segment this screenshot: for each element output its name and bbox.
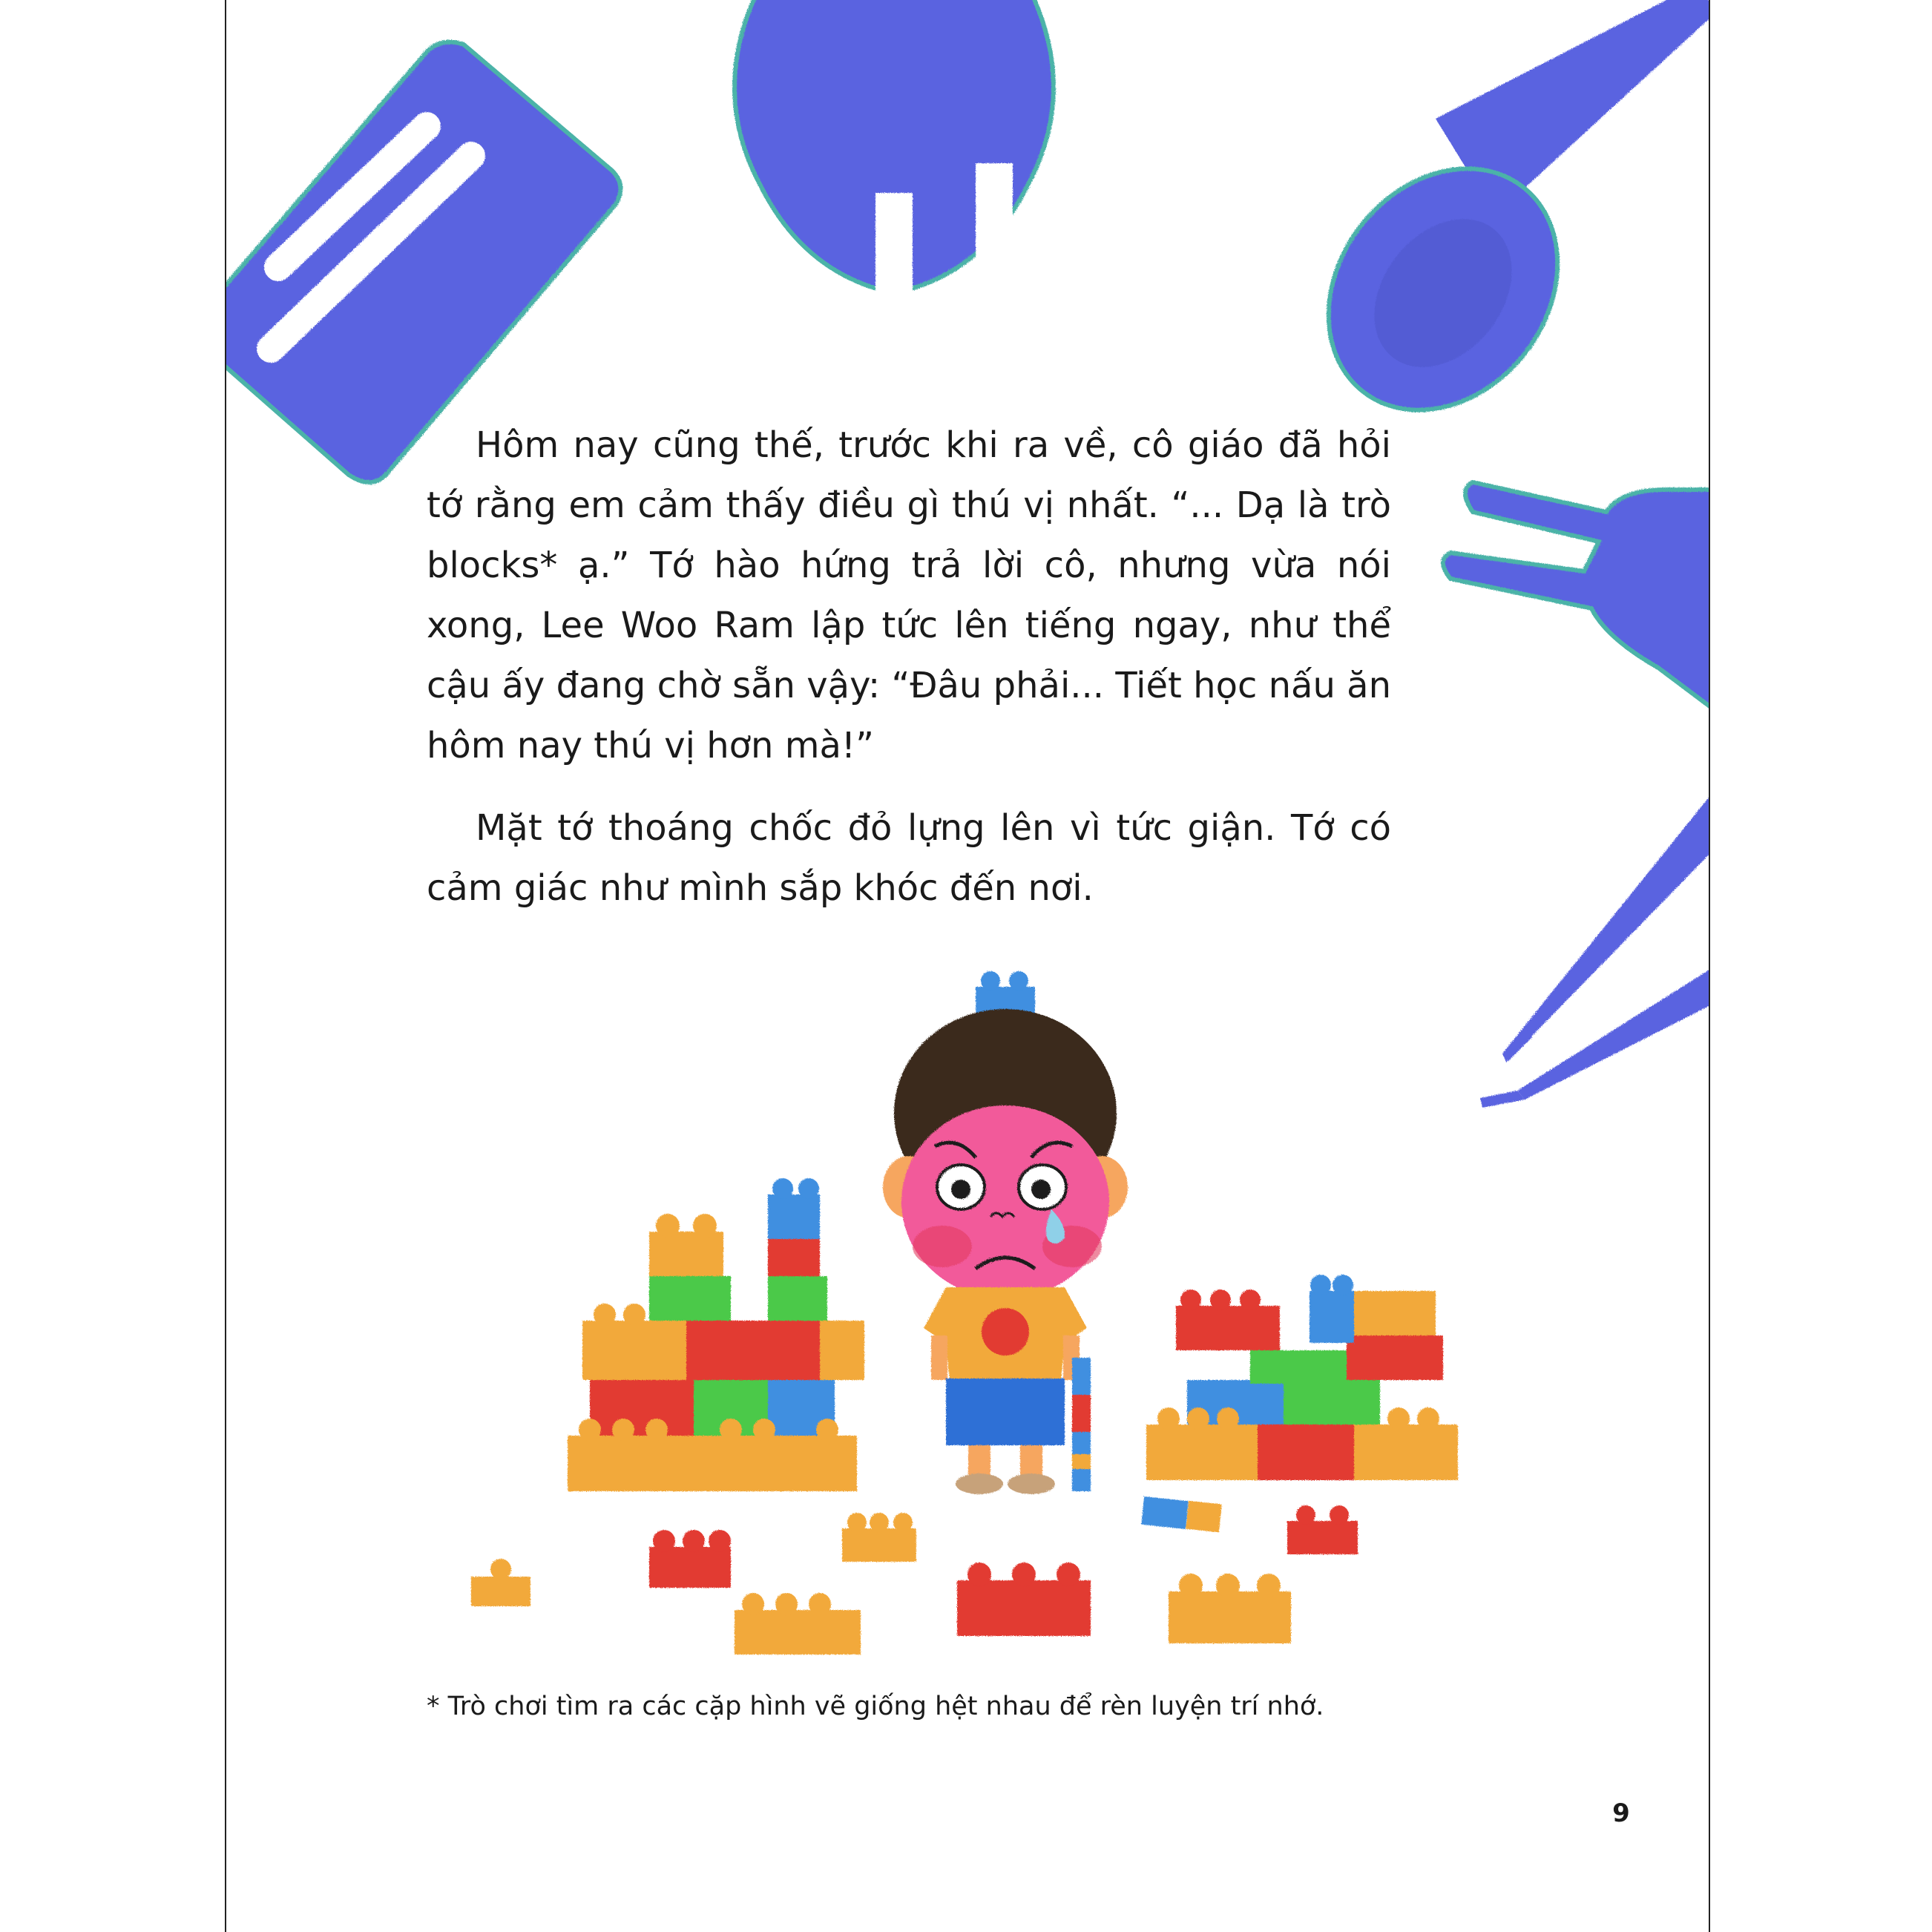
- page-number: 9: [1612, 1798, 1630, 1828]
- footnote: * Trò chơi tìm ra các cặp hình vẽ giống hệt nhau để rèn luyện trí nhớ.: [427, 1692, 1324, 1721]
- scattered-blocks: [471, 1496, 1358, 1655]
- blocks-scene: [471, 971, 1458, 1655]
- crying-boy: [883, 971, 1128, 1494]
- page-illustration: [226, 0, 1709, 1932]
- story-paragraph-2: Mặt tớ thoáng chốc đỏ lựng lên vì tức giận. Tớ có cảm giác như mình sắp khóc đến nơi.: [427, 807, 1391, 909]
- salad-server-icon: [735, 0, 1054, 304]
- book-page: [225, 0, 1710, 1932]
- right-block-tower: [1146, 1275, 1458, 1480]
- story-paragraph-1: Hôm nay cũng thế, trước khi ra về, cô giáo đã hỏi tớ rằng em cảm thấy điều gì thú vị nhất. “... Dạ là trò blocks* ạ.” Tớ hào hứng trả lời cô, nhưng vừa nói xong, Lee Woo Ram lập tức lên tiếng ngay, như thể cậu ấy đang chờ sẵn vậy: “Đâu phải... Tiết học nấu ăn hôm nay thú vị hơn mà!”: [427, 424, 1391, 766]
- chopsticks-icon: [1480, 786, 1709, 1108]
- fork-icon: [1443, 482, 1709, 712]
- spoon-icon: [1281, 0, 1709, 456]
- left-block-tower: [568, 1178, 864, 1491]
